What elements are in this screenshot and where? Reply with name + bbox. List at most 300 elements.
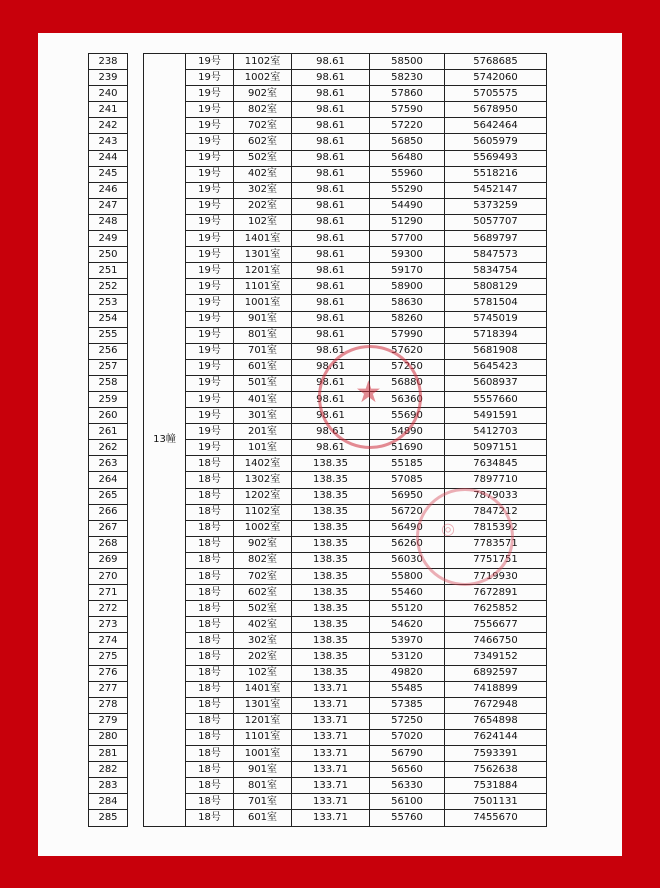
document-page [38, 33, 622, 856]
room-cell: 701室 [234, 343, 292, 359]
spacer-cell [128, 778, 144, 794]
total-price-cell: 5705575 [445, 86, 547, 102]
area-cell: 98.61 [292, 295, 370, 311]
unit-price-cell: 53970 [370, 633, 445, 649]
row-number: 239 [89, 70, 128, 86]
room-cell: 502室 [234, 601, 292, 617]
row-number: 250 [89, 247, 128, 263]
room-cell: 402室 [234, 166, 292, 182]
room-cell: 201室 [234, 424, 292, 440]
total-price-cell: 7556677 [445, 617, 547, 633]
spacer-cell [128, 150, 144, 166]
unit-cell: 19号 [186, 102, 234, 118]
unit-price-cell: 59170 [370, 263, 445, 279]
row-number: 242 [89, 118, 128, 134]
row-number: 259 [89, 391, 128, 407]
room-cell: 202室 [234, 198, 292, 214]
unit-price-cell: 55800 [370, 569, 445, 585]
room-cell: 1102室 [234, 54, 292, 70]
total-price-cell: 7879033 [445, 488, 547, 504]
unit-price-cell: 58900 [370, 279, 445, 295]
unit-cell: 18号 [186, 649, 234, 665]
row-number: 241 [89, 102, 128, 118]
spacer-cell [128, 681, 144, 697]
unit-price-cell: 55760 [370, 810, 445, 826]
spacer-cell [128, 166, 144, 182]
unit-cell: 18号 [186, 536, 234, 552]
row-number: 268 [89, 536, 128, 552]
total-price-cell: 5518216 [445, 166, 547, 182]
unit-price-cell: 54620 [370, 617, 445, 633]
room-cell: 1101室 [234, 729, 292, 745]
room-cell: 1302室 [234, 472, 292, 488]
unit-cell: 18号 [186, 552, 234, 568]
total-price-cell: 5057707 [445, 214, 547, 230]
row-number: 245 [89, 166, 128, 182]
room-cell: 801室 [234, 778, 292, 794]
area-cell: 138.35 [292, 601, 370, 617]
area-cell: 98.61 [292, 343, 370, 359]
building-cell: 13幢 [144, 54, 186, 827]
row-number: 238 [89, 54, 128, 70]
room-cell: 902室 [234, 536, 292, 552]
area-cell: 98.61 [292, 279, 370, 295]
row-number: 263 [89, 456, 128, 472]
area-cell: 138.35 [292, 456, 370, 472]
row-number: 240 [89, 86, 128, 102]
unit-price-cell: 55460 [370, 585, 445, 601]
area-cell: 98.61 [292, 182, 370, 198]
area-cell: 98.61 [292, 440, 370, 456]
row-number: 285 [89, 810, 128, 826]
room-cell: 701室 [234, 794, 292, 810]
area-cell: 138.35 [292, 520, 370, 536]
spacer-cell [128, 794, 144, 810]
spacer-cell [128, 231, 144, 247]
unit-cell: 18号 [186, 601, 234, 617]
row-number: 271 [89, 585, 128, 601]
room-cell: 102室 [234, 214, 292, 230]
total-price-cell: 7418899 [445, 681, 547, 697]
total-price-cell: 7815392 [445, 520, 547, 536]
total-price-cell: 5491591 [445, 408, 547, 424]
spacer-cell [128, 311, 144, 327]
room-cell: 302室 [234, 633, 292, 649]
room-cell: 1002室 [234, 70, 292, 86]
total-price-cell: 7654898 [445, 713, 547, 729]
room-cell: 401室 [234, 391, 292, 407]
unit-cell: 18号 [186, 456, 234, 472]
area-cell: 138.35 [292, 569, 370, 585]
room-cell: 1202室 [234, 488, 292, 504]
area-cell: 98.61 [292, 150, 370, 166]
total-price-cell: 5681908 [445, 343, 547, 359]
spacer-cell [128, 697, 144, 713]
spacer-cell [128, 569, 144, 585]
unit-cell: 18号 [186, 617, 234, 633]
table-body [89, 54, 547, 827]
unit-price-cell: 57085 [370, 472, 445, 488]
row-number: 280 [89, 729, 128, 745]
area-cell: 133.71 [292, 681, 370, 697]
unit-cell: 19号 [186, 440, 234, 456]
unit-price-cell: 57990 [370, 327, 445, 343]
area-cell: 98.61 [292, 198, 370, 214]
spacer-cell [128, 456, 144, 472]
spacer-cell [128, 810, 144, 826]
spacer-cell [128, 198, 144, 214]
unit-price-cell: 57620 [370, 343, 445, 359]
spacer-cell [128, 536, 144, 552]
unit-price-cell: 51690 [370, 440, 445, 456]
row-number: 264 [89, 472, 128, 488]
area-cell: 98.61 [292, 166, 370, 182]
room-cell: 1102室 [234, 504, 292, 520]
row-number: 270 [89, 569, 128, 585]
total-price-cell: 5718394 [445, 327, 547, 343]
row-number: 267 [89, 520, 128, 536]
row-number: 265 [89, 488, 128, 504]
area-cell: 138.35 [292, 665, 370, 681]
total-price-cell: 5768685 [445, 54, 547, 70]
unit-price-cell: 55960 [370, 166, 445, 182]
unit-cell: 18号 [186, 488, 234, 504]
row-number: 253 [89, 295, 128, 311]
total-price-cell: 5742060 [445, 70, 547, 86]
unit-cell: 19号 [186, 343, 234, 359]
area-cell: 98.61 [292, 263, 370, 279]
total-price-cell: 5412703 [445, 424, 547, 440]
unit-price-cell: 57020 [370, 729, 445, 745]
unit-price-cell: 57250 [370, 359, 445, 375]
seal-mark: ◎ [441, 519, 455, 538]
area-cell: 98.61 [292, 134, 370, 150]
area-cell: 98.61 [292, 86, 370, 102]
room-cell: 1301室 [234, 697, 292, 713]
area-cell: 138.35 [292, 617, 370, 633]
row-number: 257 [89, 359, 128, 375]
total-price-cell: 7672891 [445, 585, 547, 601]
spacer-cell [128, 585, 144, 601]
unit-cell: 19号 [186, 134, 234, 150]
unit-price-cell: 58500 [370, 54, 445, 70]
unit-cell: 19号 [186, 375, 234, 391]
spacer-cell [128, 182, 144, 198]
spacer-cell [128, 440, 144, 456]
row-number: 254 [89, 311, 128, 327]
room-cell: 1002室 [234, 520, 292, 536]
total-price-cell: 5808129 [445, 279, 547, 295]
room-cell: 202室 [234, 649, 292, 665]
spacer-cell [128, 375, 144, 391]
room-cell: 602室 [234, 134, 292, 150]
row-number: 281 [89, 746, 128, 762]
room-cell: 1301室 [234, 247, 292, 263]
row-number: 274 [89, 633, 128, 649]
unit-cell: 18号 [186, 778, 234, 794]
row-number: 283 [89, 778, 128, 794]
area-cell: 138.35 [292, 585, 370, 601]
room-cell: 601室 [234, 810, 292, 826]
room-cell: 502室 [234, 150, 292, 166]
total-price-cell: 7455670 [445, 810, 547, 826]
total-price-cell: 5781504 [445, 295, 547, 311]
room-cell: 302室 [234, 182, 292, 198]
spacer-cell [128, 665, 144, 681]
total-price-cell: 7847212 [445, 504, 547, 520]
row-number: 247 [89, 198, 128, 214]
area-cell: 98.61 [292, 424, 370, 440]
unit-price-cell: 56360 [370, 391, 445, 407]
row-number: 256 [89, 343, 128, 359]
unit-cell: 19号 [186, 70, 234, 86]
unit-cell: 19号 [186, 231, 234, 247]
unit-price-cell: 57250 [370, 713, 445, 729]
unit-price-cell: 56490 [370, 520, 445, 536]
room-cell: 1401室 [234, 231, 292, 247]
unit-price-cell: 55485 [370, 681, 445, 697]
unit-cell: 18号 [186, 633, 234, 649]
total-price-cell: 7562638 [445, 762, 547, 778]
spacer-cell [128, 134, 144, 150]
unit-price-cell: 56720 [370, 504, 445, 520]
row-number: 275 [89, 649, 128, 665]
room-cell: 1001室 [234, 746, 292, 762]
room-cell: 101室 [234, 440, 292, 456]
room-cell: 901室 [234, 762, 292, 778]
unit-cell: 19号 [186, 166, 234, 182]
row-number: 279 [89, 713, 128, 729]
area-cell: 138.35 [292, 504, 370, 520]
unit-price-cell: 56850 [370, 134, 445, 150]
unit-price-cell: 56790 [370, 746, 445, 762]
room-cell: 702室 [234, 118, 292, 134]
row-number: 273 [89, 617, 128, 633]
area-cell: 98.61 [292, 118, 370, 134]
total-price-cell: 7897710 [445, 472, 547, 488]
unit-cell: 18号 [186, 585, 234, 601]
total-price-cell: 5689797 [445, 231, 547, 247]
row-number: 243 [89, 134, 128, 150]
area-cell: 133.71 [292, 810, 370, 826]
area-cell: 98.61 [292, 231, 370, 247]
spacer-cell [128, 729, 144, 745]
total-price-cell: 7501131 [445, 794, 547, 810]
room-cell: 1001室 [234, 295, 292, 311]
spacer-cell [128, 102, 144, 118]
unit-cell: 18号 [186, 713, 234, 729]
area-cell: 98.61 [292, 391, 370, 407]
row-number: 258 [89, 375, 128, 391]
total-price-cell: 5452147 [445, 182, 547, 198]
total-price-cell: 5678950 [445, 102, 547, 118]
unit-price-cell: 55120 [370, 601, 445, 617]
spacer-cell [128, 488, 144, 504]
price-list-table [88, 53, 547, 827]
spacer-cell [128, 214, 144, 230]
total-price-cell: 7593391 [445, 746, 547, 762]
unit-price-cell: 56260 [370, 536, 445, 552]
area-cell: 138.35 [292, 649, 370, 665]
unit-price-cell: 56950 [370, 488, 445, 504]
spacer-cell [128, 649, 144, 665]
total-price-cell: 5745019 [445, 311, 547, 327]
star-icon: ★ [355, 375, 382, 410]
total-price-cell: 5557660 [445, 391, 547, 407]
area-cell: 133.71 [292, 729, 370, 745]
unit-price-cell: 55185 [370, 456, 445, 472]
unit-cell: 19号 [186, 311, 234, 327]
unit-cell: 19号 [186, 214, 234, 230]
unit-price-cell: 57700 [370, 231, 445, 247]
unit-price-cell: 58230 [370, 70, 445, 86]
room-cell: 1401室 [234, 681, 292, 697]
area-cell: 98.61 [292, 327, 370, 343]
unit-price-cell: 56330 [370, 778, 445, 794]
row-number: 272 [89, 601, 128, 617]
unit-cell: 19号 [186, 247, 234, 263]
table-row [89, 54, 547, 70]
area-cell: 138.35 [292, 633, 370, 649]
spacer-cell [128, 617, 144, 633]
spacer-cell [128, 327, 144, 343]
total-price-cell: 5645423 [445, 359, 547, 375]
area-cell: 98.61 [292, 408, 370, 424]
unit-cell: 19号 [186, 327, 234, 343]
unit-cell: 19号 [186, 150, 234, 166]
unit-price-cell: 57590 [370, 102, 445, 118]
total-price-cell: 5605979 [445, 134, 547, 150]
row-number: 278 [89, 697, 128, 713]
unit-cell: 19号 [186, 391, 234, 407]
area-cell: 138.35 [292, 552, 370, 568]
unit-price-cell: 56480 [370, 150, 445, 166]
unit-price-cell: 58630 [370, 295, 445, 311]
area-cell: 133.71 [292, 778, 370, 794]
row-number: 284 [89, 794, 128, 810]
area-cell: 98.61 [292, 375, 370, 391]
area-cell: 133.71 [292, 697, 370, 713]
room-cell: 1101室 [234, 279, 292, 295]
row-number: 269 [89, 552, 128, 568]
spacer-cell [128, 746, 144, 762]
spacer-cell [128, 70, 144, 86]
area-cell: 138.35 [292, 488, 370, 504]
unit-cell: 18号 [186, 794, 234, 810]
total-price-cell: 5608937 [445, 375, 547, 391]
total-price-cell: 7672948 [445, 697, 547, 713]
room-cell: 1402室 [234, 456, 292, 472]
area-cell: 98.61 [292, 102, 370, 118]
area-cell: 98.61 [292, 359, 370, 375]
row-number: 260 [89, 408, 128, 424]
room-cell: 702室 [234, 569, 292, 585]
room-cell: 802室 [234, 552, 292, 568]
row-number: 282 [89, 762, 128, 778]
spacer-cell [128, 633, 144, 649]
room-cell: 1201室 [234, 263, 292, 279]
area-cell: 98.61 [292, 214, 370, 230]
unit-cell: 19号 [186, 86, 234, 102]
unit-price-cell: 59300 [370, 247, 445, 263]
spacer-cell [128, 343, 144, 359]
spacer-cell [128, 504, 144, 520]
room-cell: 102室 [234, 665, 292, 681]
spacer-cell [128, 520, 144, 536]
unit-price-cell: 55690 [370, 408, 445, 424]
room-cell: 801室 [234, 327, 292, 343]
room-cell: 1201室 [234, 713, 292, 729]
room-cell: 402室 [234, 617, 292, 633]
total-price-cell: 5642464 [445, 118, 547, 134]
area-cell: 98.61 [292, 54, 370, 70]
unit-cell: 19号 [186, 198, 234, 214]
row-number: 276 [89, 665, 128, 681]
unit-cell: 18号 [186, 504, 234, 520]
unit-cell: 18号 [186, 697, 234, 713]
unit-price-cell: 54490 [370, 198, 445, 214]
spacer-cell [128, 279, 144, 295]
unit-price-cell: 58260 [370, 311, 445, 327]
spacer-cell [128, 552, 144, 568]
area-cell: 133.71 [292, 746, 370, 762]
total-price-cell: 5373259 [445, 198, 547, 214]
unit-cell: 19号 [186, 182, 234, 198]
unit-price-cell: 57385 [370, 697, 445, 713]
spacer-cell [128, 601, 144, 617]
unit-cell: 18号 [186, 746, 234, 762]
row-number: 261 [89, 424, 128, 440]
room-cell: 802室 [234, 102, 292, 118]
room-cell: 901室 [234, 311, 292, 327]
area-cell: 138.35 [292, 536, 370, 552]
room-cell: 501室 [234, 375, 292, 391]
spacer-cell [128, 263, 144, 279]
area-cell: 98.61 [292, 311, 370, 327]
area-cell: 138.35 [292, 472, 370, 488]
unit-cell: 18号 [186, 681, 234, 697]
spacer-cell [128, 408, 144, 424]
row-number: 277 [89, 681, 128, 697]
spacer-cell [128, 762, 144, 778]
spacer-cell [128, 424, 144, 440]
row-number: 244 [89, 150, 128, 166]
spacer-cell [128, 472, 144, 488]
total-price-cell: 5834754 [445, 263, 547, 279]
total-price-cell: 6892597 [445, 665, 547, 681]
unit-price-cell: 56880 [370, 375, 445, 391]
total-price-cell: 7624144 [445, 729, 547, 745]
total-price-cell: 7625852 [445, 601, 547, 617]
area-cell: 98.61 [292, 70, 370, 86]
unit-cell: 19号 [186, 118, 234, 134]
unit-cell: 19号 [186, 54, 234, 70]
unit-price-cell: 55290 [370, 182, 445, 198]
spacer-cell [128, 118, 144, 134]
unit-price-cell: 56560 [370, 762, 445, 778]
unit-cell: 19号 [186, 408, 234, 424]
spacer-cell [128, 295, 144, 311]
room-cell: 602室 [234, 585, 292, 601]
spacer-cell [128, 713, 144, 729]
unit-cell: 18号 [186, 520, 234, 536]
unit-price-cell: 56030 [370, 552, 445, 568]
spacer-cell [128, 247, 144, 263]
row-number: 248 [89, 214, 128, 230]
row-number: 249 [89, 231, 128, 247]
room-cell: 601室 [234, 359, 292, 375]
total-price-cell: 7783571 [445, 536, 547, 552]
